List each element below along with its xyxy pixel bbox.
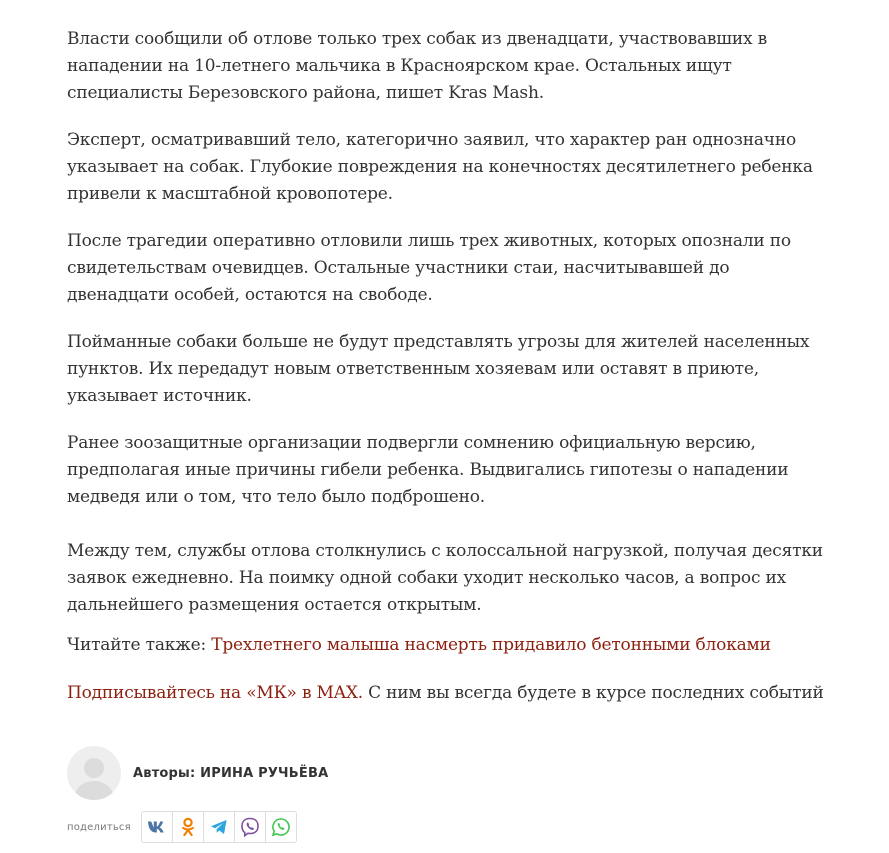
odnoklassniki-icon (181, 817, 195, 837)
share-label: поделиться (67, 821, 131, 833)
share-telegram-button[interactable] (204, 812, 235, 842)
subscribe-line (67, 680, 827, 707)
telegram-icon (210, 819, 228, 835)
article-body (67, 26, 827, 707)
share-whatsapp-button[interactable] (266, 812, 296, 842)
article-paragraph-2: Эксперт, осматривавший тело, категорично заявил, что характер ран однозначно указывает на собак. Глубокие повреждения на конечностях десятилетнего ребенка привели к масштабной кровопотере. (67, 130, 813, 204)
user-placeholder-icon (67, 746, 121, 800)
read-also-link[interactable]: Трехлетнего малыша насмерть придавило бетонными блоками (211, 635, 771, 655)
article-paragraph-4: Пойманные собаки больше не будут представлять угрозы для жителей населенных пунктов. Их передадут новым ответственным хозяевам или оставят в приюте, указывает источник. (67, 332, 810, 406)
share-viber-button[interactable] (235, 812, 266, 842)
article-paragraph-3: После трагедии оперативно отловили лишь трех животных, которых опознали по свидетельствам очевидцев. Остальные участники стаи, насчитывавшей до двенадцати особей, остаются на свободе. (67, 231, 791, 305)
share-bar (67, 811, 297, 843)
share-ok-button[interactable] (173, 812, 204, 842)
subscribe-link[interactable]: Подписывайтесь на «МК» в MAX. (67, 683, 363, 703)
article-paragraph-6: Между тем, службы отлова столкнулись с колоссальной нагрузкой, получая десятки заявок ежедневно. На поимку одной собаки уходит несколько часов, а вопрос их дальнейшего размещения остается открытым. (67, 541, 823, 615)
viber-icon (240, 817, 260, 837)
author-name[interactable]: ИРИНА РУЧЬЁВА (200, 765, 329, 781)
share-buttons (141, 811, 297, 843)
author-label: Авторы: (133, 765, 196, 781)
read-also-label: Читайте также: (67, 635, 207, 655)
vk-icon (147, 820, 167, 834)
read-also (67, 632, 827, 659)
article-paragraph-5: Ранее зоозащитные организации подвергли сомнению официальную версию, предполагая иные причины гибели ребенка. Выдвигались гипотезы о нападении медведя или о том, что тело было подброшено. (67, 433, 789, 507)
author-line (133, 766, 328, 781)
whatsapp-icon (271, 817, 291, 837)
author-block (67, 745, 328, 801)
share-vk-button[interactable] (142, 812, 173, 842)
subscribe-text: С ним вы всегда будете в курсе последних событий (368, 683, 824, 703)
avatar (67, 746, 121, 800)
article-paragraph-1: Власти сообщили об отлове только трех собак из двенадцати, участвовавших в нападении на 10-летнего мальчика в Красноярском крае. Остальных ищут специалисты Березовского района, пишет Kras Mash. (67, 29, 767, 103)
